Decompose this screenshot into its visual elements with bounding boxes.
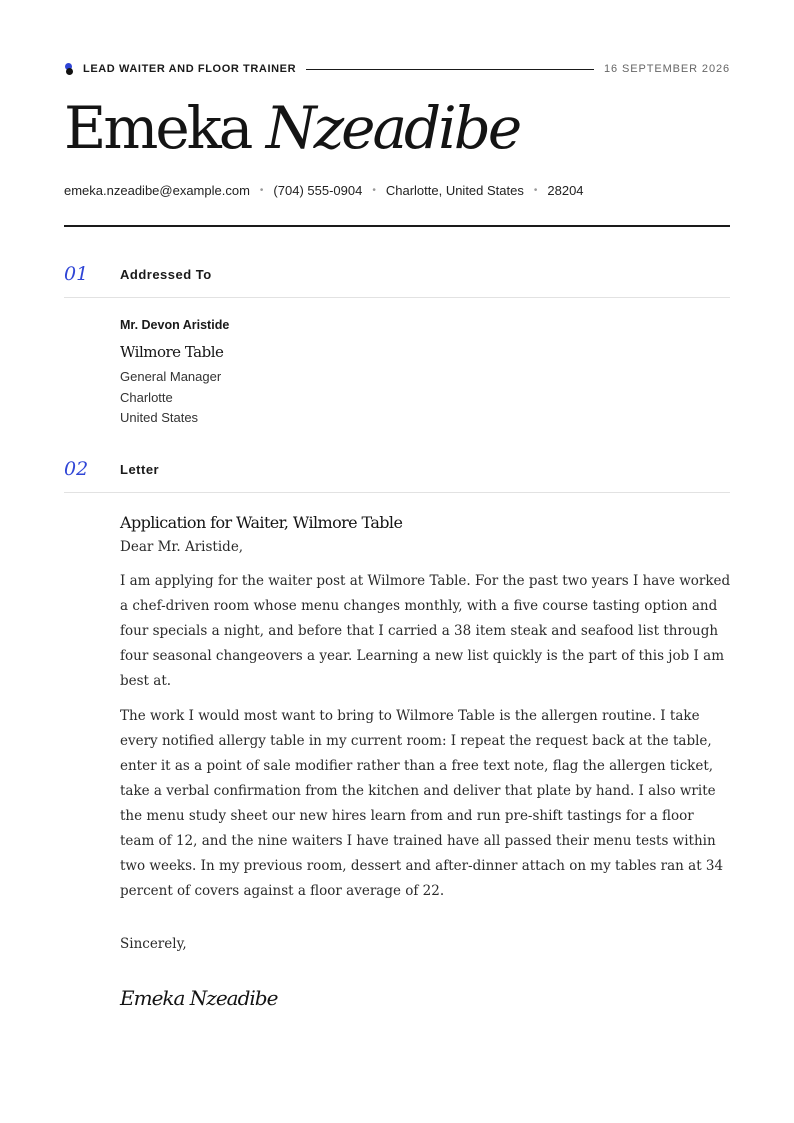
contact-location: Charlotte, United States bbox=[385, 183, 524, 198]
recipient-title: General Manager bbox=[120, 369, 222, 384]
header-topbar bbox=[64, 60, 730, 78]
header-rule bbox=[64, 225, 730, 227]
recipient-block bbox=[120, 316, 720, 429]
recipient-company: Wilmore Table bbox=[120, 343, 224, 361]
separator-dot-icon: • bbox=[259, 185, 264, 196]
letter-paragraph: I am applying for the waiter post at Wilmore Table. For the past two years I have worked a chef-driven room whose menu changes monthly, with a five course tasting option and four specials a night, and before that I carried a 38 item steak and seafood list through four seasonal changeovers a year. Learning a new list quickly is the part of this job I am best at. bbox=[120, 573, 731, 689]
letter-salutation: Dear Mr. Aristide, bbox=[120, 539, 244, 555]
letter-paragraph: The work I would most want to bring to Wilmore Table is the allergen routine. I take every notified allergy table in my current room: I repeat the request back at the table, enter it as a point of sale modifier rather than a free text note, flag the allergen ticket, take a verbal confirmation from the kitchen and deliver that plate by hand. I also write the menu study sheet our new hires learn from and run pre-shift tastings for a floor team of 12, and the nine waiters I have trained have all passed their menu tests within two weeks. In my previous room, dessert and after-dinner attach on my tables ran at 34 percent of covers against a floor average of 22. bbox=[120, 708, 724, 899]
section-number: 01 bbox=[64, 263, 89, 285]
section-number: 02 bbox=[64, 458, 89, 480]
applicant-name bbox=[64, 92, 519, 164]
contact-phone[interactable]: (704) 555-0904 bbox=[273, 183, 363, 198]
letter-body bbox=[120, 512, 732, 1012]
separator-dot-icon: • bbox=[372, 185, 376, 196]
job-role: LEAD WAITER AND FLOOR TRAINER bbox=[83, 63, 297, 75]
section-addressed-header bbox=[64, 257, 730, 298]
letter-subject: Application for Waiter, Wilmore Table bbox=[120, 513, 403, 532]
header-divider bbox=[306, 69, 594, 70]
brand-dots-icon bbox=[64, 62, 74, 76]
separator-dot-icon: • bbox=[533, 185, 538, 196]
recipient-country: United States bbox=[120, 410, 199, 425]
last-name: Nzeadibe bbox=[265, 94, 520, 162]
letter-signature: Emeka Nzeadibe bbox=[120, 986, 278, 1010]
letter-date: 16 SEPTEMBER 2026 bbox=[604, 63, 730, 75]
section-title: Addressed To bbox=[120, 267, 212, 282]
contact-email[interactable]: emeka.nzeadibe@example.com bbox=[64, 183, 250, 198]
recipient-name: Mr. Devon Aristide bbox=[120, 318, 230, 332]
black-dot-icon bbox=[66, 68, 73, 75]
section-letter-header bbox=[64, 452, 730, 493]
recipient-city: Charlotte bbox=[120, 389, 173, 405]
first-name: Emeka bbox=[64, 94, 251, 162]
section-title: Letter bbox=[120, 462, 160, 477]
contact-postal: 28204 bbox=[547, 183, 584, 198]
letter-closing: Sincerely, bbox=[120, 936, 187, 952]
contact-line bbox=[64, 183, 584, 198]
